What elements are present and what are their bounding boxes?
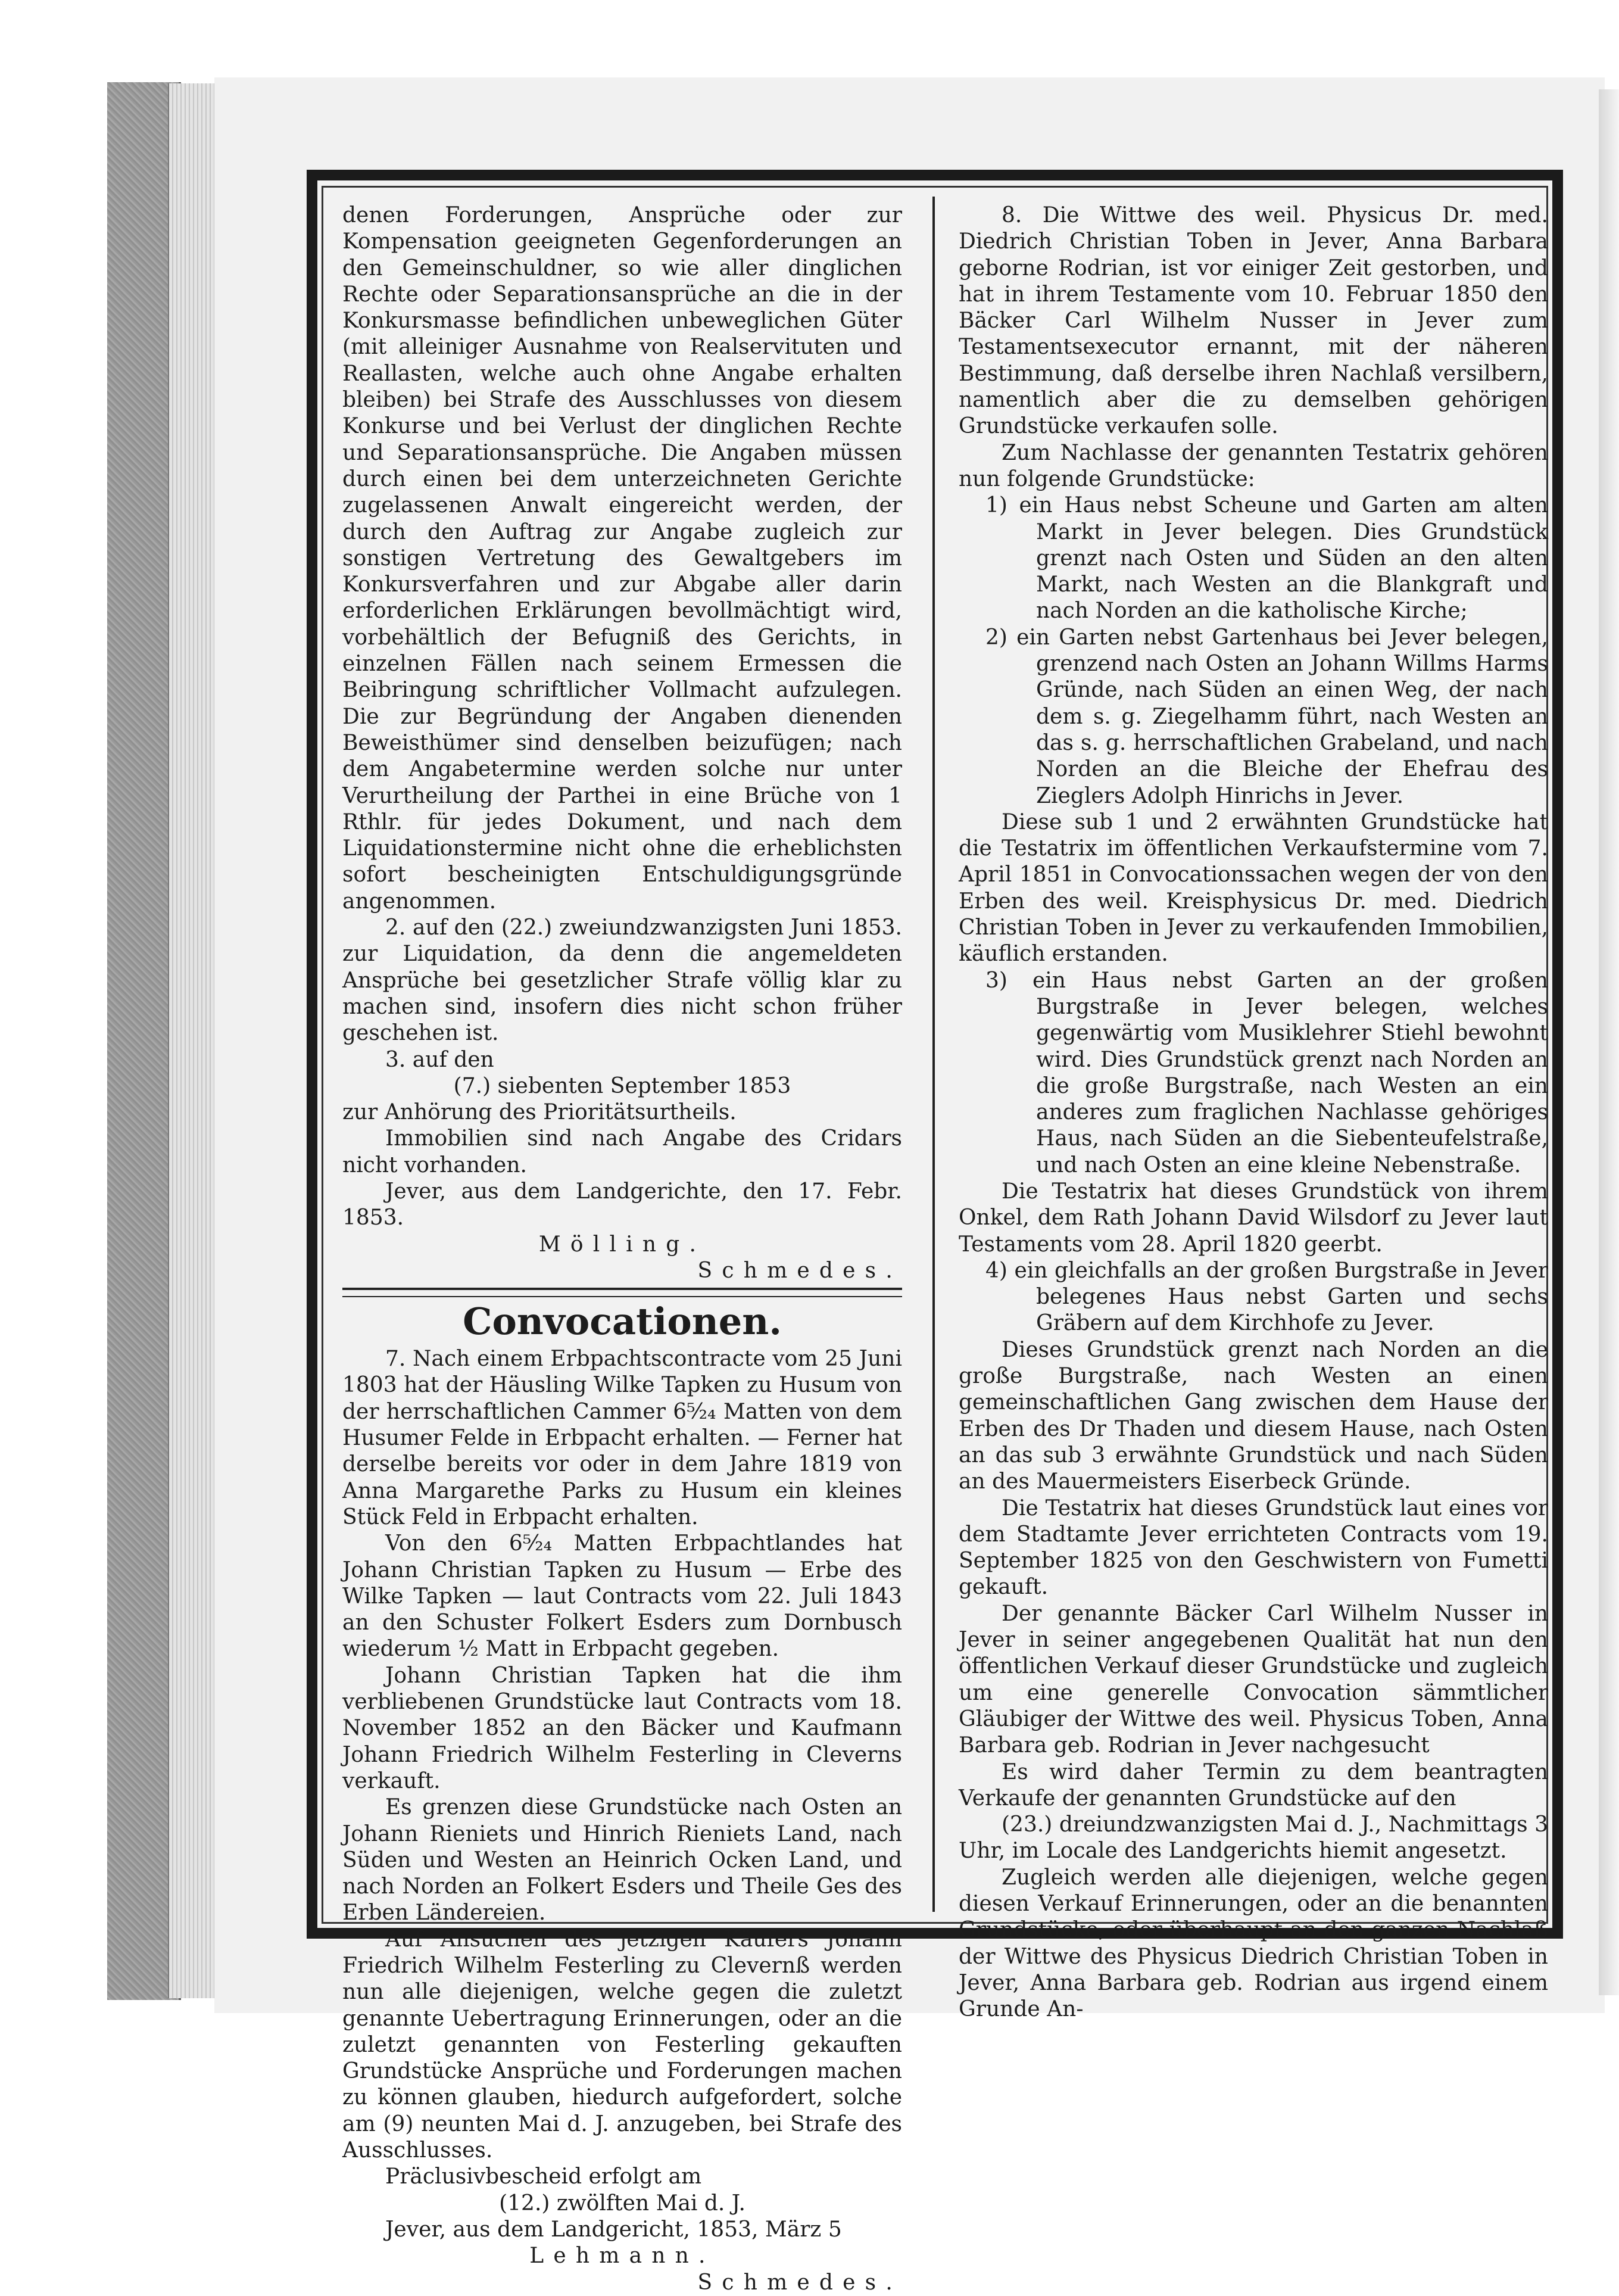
paragraph-item-7: 7. Nach einem Erbpachtscontracte vom 25 Juni 1803 hat der Häusling Wilke Tapken zu Husum von der herrschaftlichen Cammer 6⁵⁄₂₄ Matten von dem Husumer Felde in Erbpacht erhalten. — Ferner hat derselbe bereits vor oder in dem Jahre 1819 von Anna Margarethe Parks zu Husum ein kleines Stück Feld in Erbpacht erhalten.	[342, 1347, 902, 1529]
list-item-3: 3) ein Haus nebst Garten an der großen Burgstraße in Jever belegen, welches gegenwärtig vom Musiklehrer Stiehl bewohnt wird. Dies Grundstück grenzt nach Norden an die große Burgstraße, nach Westen an ein anderes zum fraglichen Nachlasse gehöriges Haus, nach Süden an die Siebenteufelstraße, und nach Osten an eine kleine Nebenstraße.	[985, 968, 1548, 1177]
list-item-1: 1) ein Haus nebst Scheune und Garten am alten Markt in Jever belegen. Dies Grundstück grenzt nach Osten und Süden an den alten Markt, nach Westen an die Blankgraft und nach Norden an die katholische Kirche;	[985, 493, 1548, 624]
paragraph-nusser: Der genannte Bäcker Carl Wilhelm Nusser in Jever in seiner angegebenen Qualität hat nun den öffentlichen Verkauf dieser Grundstücke und zugleich um eine generelle Convocation sämmtlicher Gläubiger der Wittwe des weil. Physicus Toben, Anna Barbara geb. Rodrian in Jever nachgesucht	[959, 1601, 1548, 1758]
paragraph-sub-1-2: Diese sub 1 und 2 erwähnten Grundstücke hat die Testatrix im öffentlichen Verkaufstermine vom 7. April 1851 in Convocationssachen wegen der von den Erben des weil. Kreisphysicus Dr. med. Diedrich Christian Toben in Jever zu verkaufenden Immobilien, käuflich erstanden.	[959, 809, 1548, 967]
signature-lehmann: Lehmann.	[529, 2244, 715, 2269]
paragraph-claims: denen Forderungen, Ansprüche oder zur Kompensation geeigneten Gegenforderungen an den Gemeinschuldner, so wie aller dinglichen Rechte oder Separationsansprüche an die in der Konkursmasse befindlichen unbeweglichen Güter (mit alleiniger Ausnahme von Realservituten und Reallasten, welche auch ohne Angabe erhalten bleiben) bei Strafe des Ausschlusses von diesem Konkurse und bei Verlust der dinglichen Rechte und Separationsansprüche. Die Angaben müssen durch einen bei dem unterzeichneten Gerichte zugelassenen Anwalt eingereicht werden, der durch den Auftrag zur Angabe zugleich zur sonstigen Vertretung des Gewaltgebers im Konkursverfahren und zur Abgabe aller darin erforderlichen Erklärungen bevollmächtigt wird, vorbehältlich der Befugniß des Gerichts, in einzelnen Fällen nach seinem Ermessen die Beibringung schriftlicher Vollmacht aufzulegen. Die zur Begründung der Angaben dienenden Beweisthümer sind denselben beizufügen; nach dem Angabetermine werden solche nur unter Verurtheilung der Parthei in eine Brüche von 1 Rthlr. für jedes Dokument, und nach dem Liquidationstermine nicht ohne die erheblichsten sofort bescheinigten Entschuldigungsgründe angenommen.	[342, 203, 902, 914]
section-heading-convocationen: Convocationen.	[463, 1300, 782, 1344]
paragraph-zugleich: Zugleich werden alle diejenigen, welche gegen diesen Verkauf Erinnerungen, oder an die benannten Grundstücke, oder überhaupt an den ganzen Nachlaß der Wittwe des Physicus Diedrich Christian Toben in Jever, Anna Barbara geb. Rodrian aus irgend einem Grunde An-	[959, 1865, 1548, 2022]
signature-schmedes-1: Schmedes.	[697, 1258, 902, 1283]
paragraph-grenzen: Es grenzen diese Grundstücke nach Osten an Johann Rieniets und Hinrich Rieniets Land, nach Süden und Westen an Heinrich Ocken Land, und nach Norden an Folkert Esders und Theile Ges des Erben Ländereien.	[342, 1795, 902, 1926]
right-column	[959, 203, 1548, 2023]
paragraph-ansuchen: Auf Ansuchen des jetzigen Käufers Johann Friedrich Wilhelm Festerling zu Clevernß werden nun alle diejenigen, welche gegen die zuletzt genannte Uebertragung Erinnerungen, oder an die zuletzt genannten von Festerling gekauften Grundstücke Ansprüche und Forderungen machen zu können glauben, hiedurch aufgefordert, solche am (9) neunten Mai d. J. anzugeben, bei Strafe des Ausschlusses.	[342, 1927, 902, 2163]
dateline-landgericht: Jever, aus dem Landgerichte, den 17. Febr. 1853.	[342, 1179, 902, 1230]
paragraph-grenzt: Dieses Grundstück grenzt nach Norden an die große Burgstraße, nach Westen an einen gemeinschaftlichen Gang zwischen dem Hause der Erben des Dr Thaden und diesem Hause, nach Osten an das sub 3 erwähnte Grundstück und nach Süden an des Mauermeisters Eiserbeck Gründe.	[959, 1337, 1548, 1494]
paragraph-nachlass: Zum Nachlasse der genannten Testatrix gehören nun folgende Grundstücke:	[959, 440, 1548, 491]
left-column	[342, 203, 902, 2296]
column-divider	[932, 197, 935, 1912]
paragraph-immobilien: Immobilien sind nach Angabe des Cridars nicht vorhanden.	[342, 1126, 902, 1177]
page-right-edge	[1599, 89, 1619, 1995]
paragraph-item-8: 8. Die Wittwe des weil. Physicus Dr. med. Diedrich Christian Toben in Jever, Anna Barbara geborne Rodrian, ist vor einiger Zeit gestorben, und hat in ihrem Testamente vom 10. Februar 1850 den Bäcker Carl Wilhelm Nusser in Jever zum Testamentsexecutor ernannt, mit der näheren Bestimmung, daß derselbe ihren Nachlaß versilbern, namentlich aber die zu demselben gehörigen Grundstücke verkaufen solle.	[959, 203, 1548, 439]
date-mai: (12.) zwölften Mai d. J.	[499, 2191, 745, 2216]
paragraph-tapken: Johann Christian Tapken hat die ihm verbliebenen Grundstücke laut Contracts vom 18. November 1852 an den Bäcker und Kaufmann Johann Friedrich Wilhelm Festerling in Cleverns verkauft.	[342, 1663, 902, 1793]
list-item-4: 4) ein gleichfalls an der großen Burgstraße in Jever belegenes Haus nebst Garten und sechs Gräbern auf dem Kirchhofe zu Jever.	[985, 1258, 1548, 1336]
list-item-2: 2) ein Garten nebst Gartenhaus bei Jever belegen, grenzend nach Osten an Johann Willms Harms Gründe, nach Süden an einen Weg, der nach dem s. g. Ziegelhamm führt, nach Westen an das s. g. herrschaftlichen Grabeland, und nach Norden an die Bleiche der Ehefrau des Zieglers Adolph Hinrichs in Jever.	[985, 625, 1548, 808]
paragraph-prioritaet: zur Anhörung des Prioritätsurtheils.	[342, 1100, 737, 1125]
paragraph-erbpacht: Von den 6⁵⁄₂₄ Matten Erbpachtlandes hat Johann Christian Tapken zu Husum — Erbe des Wilke Tapken — laut Contracts vom 22. Juli 1843 an den Schuster Folkert Esders zum Dornbusch wiederum ½ Matt in Erbpacht gegeben.	[342, 1531, 902, 1662]
signature-schmedes-2: Schmedes.	[697, 2270, 902, 2295]
paragraph-item-3: 3. auf den	[385, 1047, 494, 1072]
paragraph-gekauft: Die Testatrix hat dieses Grundstück laut eines vor dem Stadtamte Jever errichteten Contracts vom 19. September 1825 von den Geschwistern von Fumetti gekauft.	[959, 1496, 1548, 1600]
dateline-maerz: Jever, aus dem Landgericht, 1853, März 5	[385, 2217, 842, 2242]
section-rule	[342, 1288, 902, 1297]
paragraph-liquidation: 2. auf den (22.) zweiundzwanzigsten Juni 1853. zur Liquidation, da denn die angemeldeten Ansprüche bei gesetzlicher Strafe völlig klar zu machen sind, insofern dies nicht schon früher geschehen ist.	[342, 915, 902, 1046]
paragraph-onkel: Die Testatrix hat dieses Grundstück von ihrem Onkel, dem Rath Johann David Wilsdorf zu Jever laut Testaments vom 28. April 1820 geerbt.	[959, 1179, 1548, 1257]
paragraph-termin: Es wird daher Termin zu dem beantragten Verkaufe der genannten Grundstücke auf den	[959, 1759, 1548, 1811]
date-september: (7.) siebenten September 1853	[453, 1073, 791, 1098]
paragraph-date-23-mai: (23.) dreiundzwanzigsten Mai d. J., Nachmittags 3 Uhr, im Locale des Landgerichts hiemit angesetzt.	[959, 1812, 1548, 1864]
paragraph-praeclusiv: Präclusivbescheid erfolgt am	[385, 2164, 702, 2189]
signature-moelling: Mölling.	[538, 1232, 706, 1257]
